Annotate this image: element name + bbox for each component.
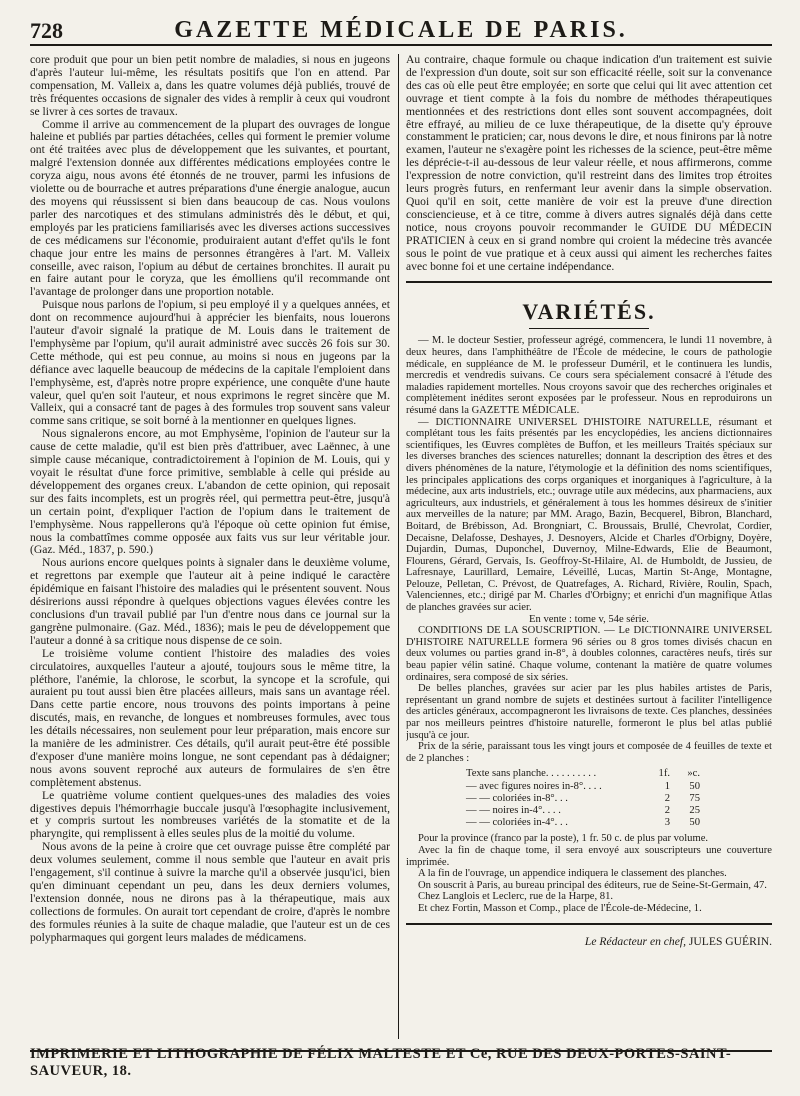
- title-underline: [529, 328, 649, 329]
- paragraph: core produit que pour un bien petit nombre de maladies, si nous en jugeons d'après l'auteur lui-même, les résultats positifs que l'on en attend. Par compensation, M. Valleix a, dans les quatre volumes déjà publiés, trouvé de très fréquentes occasions de signaler des vides à remplir à ceux qui voudront se livrer à ces sortes de travaux.: [30, 54, 390, 118]
- section-title: VARIÉTÉS.: [522, 299, 656, 325]
- price-label: — — noires in-4°. . . .: [466, 804, 561, 816]
- paragraph: Comme il arrive au commencement de la plupart des ouvrages de longue haleine et publiés par parties détachées, celles qui forment le premier volume ont été traitées avec plus de développement que les suivantes, et pourtant, malgré l'extension donnée aux différentes médications employées contre le coryza aigu, nous avons été étonnés de ne trouver, parmi les infusions de violette ou de bourrache et autres préparations d'une énergie analogue, aucun des moyens qui réussissent si bien dans beaucoup de cas. Nous voulons parler des narcotiques et des stimulans administrés dès le début, et qui, employés par les praticiens familiarisés avec les diverses actions successives de ces médicamens sur l'économie, produiraient autant d'effet qu'ils le font chaque jour entre les mains de personnes étrangères à l'art. M. Valleix conseille, avec raison, l'opium au début de certaines bronchites. Il aurait pu en faire autant pour le coryza, que les émolliens qu'il recommande ont l'avantage de prolonger dans une proportion notable.: [30, 117, 390, 299]
- price-centimes: 25: [689, 804, 700, 816]
- price-label: — — coloriées in-8°. . .: [466, 792, 568, 804]
- columns: [30, 54, 772, 1039]
- price-intro: Prix de la série, paraissant tous les vingt jours et composée de 4 feuilles de texte et de 2 planches :: [406, 741, 772, 764]
- price-centimes: 75: [689, 792, 700, 804]
- signature-divider: [406, 923, 772, 925]
- price-centimes: »c.: [687, 768, 700, 780]
- newspaper-page: [30, 4, 772, 1092]
- publisher-line: Chez Langlois et Leclerc, rue de la Harpe, 81.: [418, 891, 614, 903]
- price-centimes: 50: [689, 817, 700, 829]
- subscription-notes: [406, 833, 772, 914]
- province-note: Pour la province (franco par la poste), 1 fr. 50 c. de plus par volume.: [418, 833, 709, 845]
- price-label: Texte sans planche. . . . . . . . . .: [466, 768, 597, 780]
- varietes-section: [406, 335, 772, 764]
- page-header: [30, 4, 772, 46]
- publisher-line: Et chez Fortin, Masson et Comp., place de l'École-de-Médecine, 1.: [418, 902, 702, 914]
- paragraph: Le quatrième volume contient quelques-unes des maladies des voies digestives depuis l'hémorrhagie buccale jusqu'à l'œsophagite inclusivement, et y compris surtout les nombreuses variétés de la stomatite et de la pharyngite, qui remplissent à elles seules plus de la moitié du volume.: [30, 788, 390, 841]
- price-row: [466, 768, 772, 780]
- printer-imprint: [30, 1046, 772, 1079]
- price-francs: 2: [664, 792, 670, 804]
- price-label: — — coloriées in-4°. . .: [466, 817, 568, 829]
- paragraph: Au contraire, chaque formule ou chaque indication d'un traitement est suivie de l'expression d'un doute, soit sur son efficacité réelle, soit sur la convenance des cas où elle peut être employée; en sorte que celui qui lit avec attention cet ouvrage et tient compte à la fois du nombre de méthodes thérapeutiques mentionnées et des restrictions dont elles sont souvent accompagnées, doit être effrayé, au milieu de ce luxe thérapeutique, de la disette qu'y éprouve constamment le praticien; car, nous devons le dire, et nous finirons par là notre examen, l'auteur ne s'exagère point les richesses de la science, peut-être même les déprécie-t-il au-dessous de leur valeur réelle, et nous affirmerons, comme l'expression de notre conviction, qu'il restreint dans des limites trop étroites leurs progrès futurs, en renfermant leur avenir dans la simple observation. Quoi qu'il en soit, cette manière de voir est la preuve d'une direction consciencieuse, et à ce titre, comme à divers autres signalés déjà dans cette notice, nous croyons pouvoir recommander le GUIDE DU MÉDECIN PRATICIEN à ceux en si grand nombre qui croient la médecine très avancée sous le point de vue pratique et à ceux aussi qui aiment les recherches faites avec bonne foi et une certaine indépendance.: [406, 54, 772, 273]
- price-centimes: 50: [689, 780, 700, 792]
- price-row: [466, 793, 772, 805]
- paragraph: Le troisième volume contient l'histoire des maladies des voies circulatoires, auxquelles l'auteur a ajouté, toujours sous le même titre, la pléthore, l'anémie, la chlorose, le scorbut, la syncope et la scrofule, qui auraient pu tout aussi bien être placées ailleurs, mais sans un avantage réel. Dans cette partie encore, nous trouvons des points importans à peine discutés, mais, en revanche, de longues et nombreuses formules, avec tous les détails nécessaires, non seulement pour leur préparation, mais encore sur la manière de les administrer. Ces détails, qu'il aurait peut-être été possible d'exposer d'une manière moins longue, ne sont cependant pas à dédaigner; nous avons souvent reproché aux auteurs de formulaires de s'en être complètement abstenus.: [30, 646, 390, 789]
- signature-name: JULES GUÉRIN.: [688, 934, 772, 948]
- price-table: [466, 768, 772, 829]
- price-francs: 3: [664, 817, 670, 829]
- right-column: [406, 54, 772, 1039]
- subscription-conditions: CONDITIONS DE LA SOUSCRIPTION. — Le DICTIONNAIRE UNIVERSEL D'HISTOIRE NATURELLE formera 96 séries ou 8 gros tomes divisés chacun en deux volumes ou parties grand in-8°, à doubles colonnes, caractères neufs, tirés sur beau papier vélin satiné. Chaque volume, contenant la matière de quatre volumes ordinaires, sera composé de six séries.: [406, 625, 772, 683]
- subscribe-note: On souscrit à Paris, au bureau principal des éditeurs, rue de Seine-St-Germain, 47.: [418, 879, 767, 891]
- plates-description: De belles planches, gravées sur acier par les plus habiles artistes de Paris, représentant un grand nombre de sujets et destinées surtout à faciliter l'intelligence des articles généraux, accompagneront les livraisons de texte. Ces planches, dessinées par nos meilleurs peintres d'histoire naturelle, formeront le plus bel atlas publié jusqu'à ce jour.: [406, 683, 772, 741]
- on-sale-note: En vente : tome v, 54e série.: [529, 613, 649, 625]
- price-francs: 1f.: [658, 768, 670, 780]
- price-francs: 2: [664, 804, 670, 816]
- cover-note: Avec la fin de chaque tome, il sera envoyé aux souscripteurs une couverture imprimée.: [406, 844, 772, 868]
- signature-role: Le Rédacteur en chef,: [584, 934, 686, 948]
- news-item: — M. le docteur Sestier, professeur agrégé, commencera, le lundi 11 novembre, à deux heures, dans l'amphithéâtre de l'École de médecine, le cours de pathologie médicale, en suppléance de M. le professeur Duméril, et le continuera les lundis, mercredis et vendredis suivans. Ce cours sera spécialement consacré à l'étude des maladies rapidement mortelles. Nous croyons savoir que des recherches originales et complètement inédites seront exposées par le professeur. Nous en reproduirons un résumé dans la GAZETTE MÉDICALE.: [406, 335, 772, 416]
- paragraph: Nous avons de la peine à croire que cet ouvrage puisse être complété par deux volumes seulement, comme il nous semble que l'auteur en avait pris l'engagement, s'il continue à suivre la marche qu'il a observée jusqu'ici, bien qu'en diminuant cependant un peu, dans les deux derniers volumes, l'extension donnée, nous ne dirons pas à la thérapeutique, mais aux collections de formules. On aurait tort cependant de croire, d'après le nombre des formules réunies à la suite de chaque maladie, que l'auteur est un de ces polypharmaques qui gorgent leurs malades de médicamens.: [30, 840, 390, 944]
- paragraph: Puisque nous parlons de l'opium, si peu employé il y a quelques années, et dont on recommence aujourd'hui à apprécier les bienfaits, nous louerons l'auteur d'avoir signalé la pratique de M. Louis dans le traitement de l'emphysème par l'opium, qu'il aurait administré avec succès 26 fois sur 30. Cette méthode, qui est peu connue, au moins si nous en jugeons par la défiance avec laquelle beaucoup de médecins de la capitale l'emploient dans l'emphysème, est, d'après notre propre expérience, une conquête d'une haute valeur, quel qu'en soit l'auteur, et nous exprimons le regret sincère que M. Valleix, qui a consacré tant de pages à des formules trop souvent sans valeur comme sans critique, se soit borné à la mentionner en quelques lignes.: [30, 298, 390, 428]
- column-divider: [398, 54, 399, 1039]
- editor-signature: [406, 935, 772, 948]
- price-row: [466, 805, 772, 817]
- imprint-text: IMPRIMERIE ET LITHOGRAPHIE DE FÉLIX MALTESTE ET Ce, RUE DES DEUX-PORTES-SAINT-SAUVEUR, 18.: [30, 1046, 732, 1079]
- price-row: [466, 817, 772, 829]
- price-label: — avec figures noires in-8°. . . .: [466, 780, 602, 792]
- dictionary-announcement: — DICTIONNAIRE UNIVERSEL D'HISTOIRE NATURELLE, résumant et complétant tous les faits présentés par les encyclopédies, les anciens dictionnaires scientifiques, les Œuvres complètes de Buffon, et les meilleurs Traités spéciaux sur les diverses branches des sciences naturelles; donnant la description des êtres et des divers phénomènes de la nature, l'étymologie et la définition des noms scientifiques, les principales applications des corps organiques et inorganiques à l'agriculture, à la médecine, aux arts industriels, etc.; ouvrage utile aux médecins, aux pharmaciens, aux agriculteurs, aux industriels, et généralement à tous les hommes désireux de s'initier aux merveilles de la nature; par MM. Arago, Bazin, Becquerel, Bibron, Blanchard, Boitard, de Brébisson, Ad. Brongniart, C. Broussais, Brullé, Chevrolat, Cordier, Decaisne, Delafosse, Deshayes, J. Desnoyers, Alcide et Charles d'Orbigny, Doyère, Dujardin, Dumas, Duponchel, Duvernoy, Milne-Edwards, Elie de Beaumont, Flourens, Gérard, Gervais, Is. Geoffroy-St-Hilaire, Al. de Humboldt, de Jussieu, de Lafresnaye, Laurillard, Lemaire, Léveillé, Lucas, Martin St-Ange, Montagne, Pelouze, Pelletan, C. Prévost, de Quatrefages, A. Richard, Rivière, Roulin, Spach, Valenciennes, etc.; dirigé par M. Charles d'Orbigny; et enrichi d'un magnifique Atlas de planches gravées sur acier.: [406, 416, 772, 614]
- price-francs: 1: [664, 780, 670, 792]
- paragraph: Nous signalerons encore, au mot Emphysème, l'opinion de l'auteur sur la cause de cette maladie, qu'il est bien près d'attribuer, avec Laënnec, à une simple cause mécanique, contradictoirement à l'opinion de M. Louis, qui y voyait le résultat d'une force primitive, semblable à celle qui préside au développement des organes creux. L'abandon de cette opinion, qui reposait sur des faits incomplets, est un progrès réel, qui permettra peut-être, jusqu'à un certain point, d'expliquer l'action de l'opium dans le traitement de l'emphysème. Nous rappellerons qu'à l'époque où cette opinion fut émise, nous la combattîmes comme opposée aux faits vus sur leur véritable jour. (Gaz. Méd., 1837, p. 590.): [30, 427, 390, 557]
- table-note: A la fin de l'ouvrage, un appendice indiquera le classement des planches.: [418, 868, 727, 880]
- left-column: [30, 54, 390, 1039]
- paragraph: Nous aurions encore quelques points à signaler dans le deuxième volume, et regrettons par exemple que l'auteur ait à peine indiqué le caractère épidémique en faisant l'histoire des maladies qui le présentent souvent. Nous désirerions aussi répondre à quelques objections vagues élevées contre les conclusions d'un travail publié par l'un d'entre nous dans ce journal sur la gangrène pulmonaire. (Gaz. Méd., 1836); mais le peu de développement que l'auteur a donné à sa critique nous dispense de ce soin.: [30, 556, 390, 647]
- price-row: [466, 781, 772, 793]
- page-number: 728: [30, 18, 63, 43]
- section-divider: [406, 281, 772, 283]
- masthead-title: GAZETTE MÉDICALE DE PARIS.: [174, 17, 628, 43]
